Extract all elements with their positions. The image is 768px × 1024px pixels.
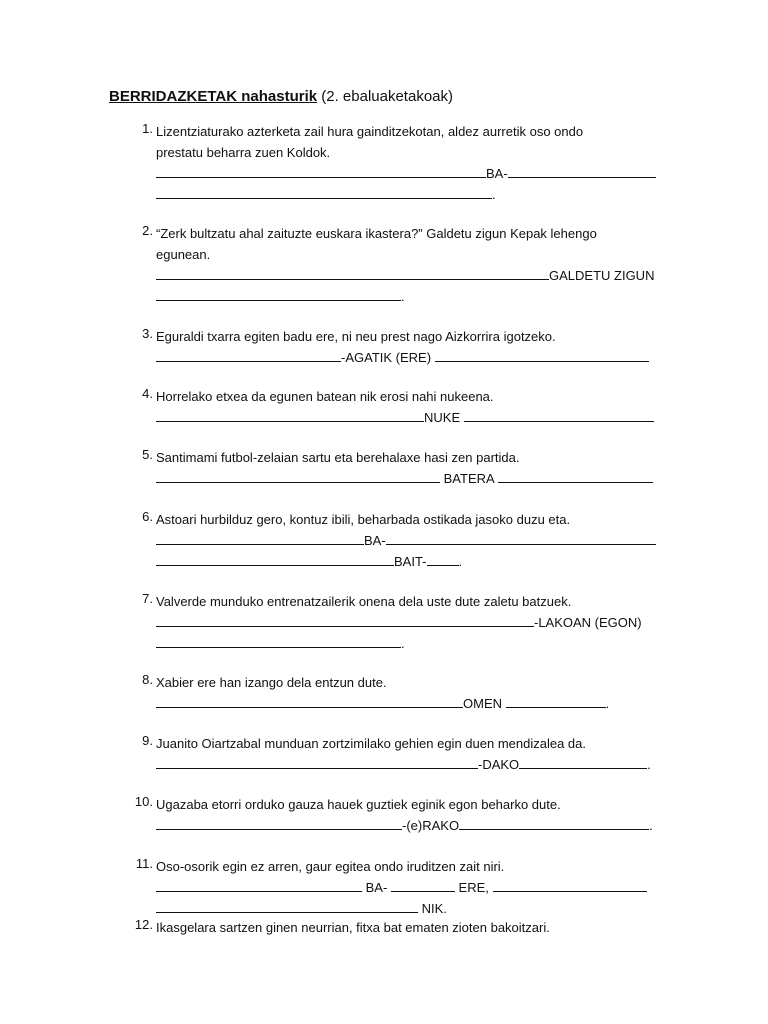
answer-blank[interactable] [156, 898, 418, 913]
item-number: 2. [142, 223, 153, 238]
answer-line [156, 407, 666, 428]
title-bold: BERRIDAZKETAK nahasturik [109, 88, 318, 105]
answer-line [156, 612, 666, 633]
answer-line [156, 347, 666, 368]
item-number: 5. [142, 447, 153, 462]
answer-blank[interactable] [156, 551, 394, 566]
answer-blank[interactable] [156, 633, 401, 648]
sentence-line-1: Eguraldi txarra egiten badu ere, ni neu prest nago Aizkorrira igotzeko. [156, 329, 556, 344]
hint-label: OMEN [463, 696, 502, 711]
sentence-line-1: Juanito Oiartzabal munduan zortzimilako gehien egin duen mendizalea da. [156, 736, 586, 751]
hint-label: BATERA [443, 471, 495, 486]
answer-line [156, 184, 666, 205]
period-label: . [605, 696, 610, 711]
answer-blank[interactable] [156, 163, 486, 178]
answer-blank[interactable] [464, 407, 654, 422]
period-label: . [458, 554, 463, 569]
hint-label: -AGATIK (ERE) [341, 350, 432, 365]
item-number: 10. [134, 794, 153, 809]
answer-line [156, 163, 666, 184]
item-number: 7. [142, 591, 153, 606]
hint-label: -LAKOAN (EGON) [534, 615, 642, 630]
sentence-line-2: prestatu beharra zuen Koldok. [156, 145, 331, 160]
period-label: . [401, 289, 405, 304]
page-title [109, 88, 453, 105]
answer-line [156, 265, 666, 286]
sentence-line-1: Santimami futbol-zelaian sartu eta berehalaxe hasi zen partida. [156, 450, 520, 465]
hint-label: ERE, [458, 880, 489, 895]
sentence-line-1: Ikasgelara sartzen ginen neurrian, fitxa bat ematen zioten bakoitzari. [156, 920, 550, 935]
answer-blank[interactable] [506, 693, 606, 708]
item-number: 12. [134, 917, 153, 932]
period-label: . [401, 636, 405, 651]
period-label: . [492, 187, 496, 202]
sentence-line-1: Horrelako etxea da egunen batean nik erosi nahi nukeena. [156, 389, 494, 404]
answer-blank[interactable] [459, 815, 649, 830]
sentence-line-2: egunean. [156, 247, 211, 262]
item-number: 4. [142, 386, 153, 401]
answer-blank[interactable] [156, 754, 478, 769]
hint-label: NIK. [421, 901, 447, 916]
hint-label: BA- [364, 533, 386, 548]
answer-blank[interactable] [156, 693, 463, 708]
hint-label: GALDETU ZIGUN [549, 268, 655, 283]
answer-line [156, 286, 666, 307]
answer-blank[interactable] [493, 877, 647, 892]
answer-blank[interactable] [519, 754, 647, 769]
answer-blank[interactable] [156, 407, 424, 422]
answer-blank[interactable] [427, 551, 459, 566]
sentence-line-1: Xabier ere han izango dela entzun dute. [156, 675, 387, 690]
answer-blank[interactable] [156, 815, 402, 830]
sentence-line-1: Astoari hurbilduz gero, kontuz ibili, beharbada ostikada jasoko duzu eta. [156, 512, 571, 527]
hint-label: BAIT- [394, 554, 427, 569]
sentence-line-1: Valverde munduko entrenatzailerik onena dela uste dute zaletu batzuek. [156, 594, 572, 609]
answer-line [156, 633, 666, 654]
answer-line [156, 754, 666, 775]
item-number: 9. [142, 733, 153, 748]
item-number: 3. [142, 326, 153, 341]
item-number: 1. [142, 121, 153, 136]
answer-blank[interactable] [156, 877, 362, 892]
answer-blank[interactable] [156, 286, 401, 301]
hint-label: NUKE [424, 410, 461, 425]
hint-label: -DAKO [478, 757, 520, 772]
hint-label: -(e)RAKO [402, 818, 460, 833]
item-number: 8. [142, 672, 153, 687]
answer-line [156, 551, 666, 572]
period-label: . [649, 818, 653, 833]
answer-line [156, 877, 666, 898]
sentence-line-1: “Zerk bultzatu ahal zaituzte euskara ikastera?” Galdetu zigun Kepak lehengo [156, 226, 597, 241]
answer-blank[interactable] [391, 877, 455, 892]
answer-blank[interactable] [156, 347, 341, 362]
answer-blank[interactable] [508, 163, 656, 178]
sentence-line-1: Oso-osorik egin ez arren, gaur egitea ondo iruditzen zait niri. [156, 859, 505, 874]
item-number: 11. [135, 856, 153, 871]
answer-line [156, 898, 666, 919]
hint-label: BA- [365, 880, 388, 895]
answer-blank[interactable] [156, 530, 364, 545]
answer-line [156, 468, 666, 489]
answer-blank[interactable] [498, 468, 653, 483]
answer-blank[interactable] [386, 530, 656, 545]
answer-blank[interactable] [435, 347, 649, 362]
answer-blank[interactable] [156, 184, 492, 199]
answer-blank[interactable] [156, 612, 534, 627]
hint-label: BA- [486, 166, 508, 181]
sentence-line-1: Ugazaba etorri orduko gauza hauek guztiek eginik egon beharko dute. [156, 797, 561, 812]
title-rest: (2. ebaluaketakoak) [317, 88, 453, 105]
period-label: . [647, 757, 651, 772]
sentence-line-1: Lizentziaturako azterketa zail hura gainditzekotan, aldez aurretik oso ondo [156, 124, 584, 139]
answer-blank[interactable] [156, 265, 549, 280]
answer-line [156, 530, 666, 551]
answer-blank[interactable] [156, 468, 440, 483]
answer-line [156, 693, 666, 714]
answer-line [156, 815, 666, 836]
item-number: 6. [142, 509, 153, 524]
